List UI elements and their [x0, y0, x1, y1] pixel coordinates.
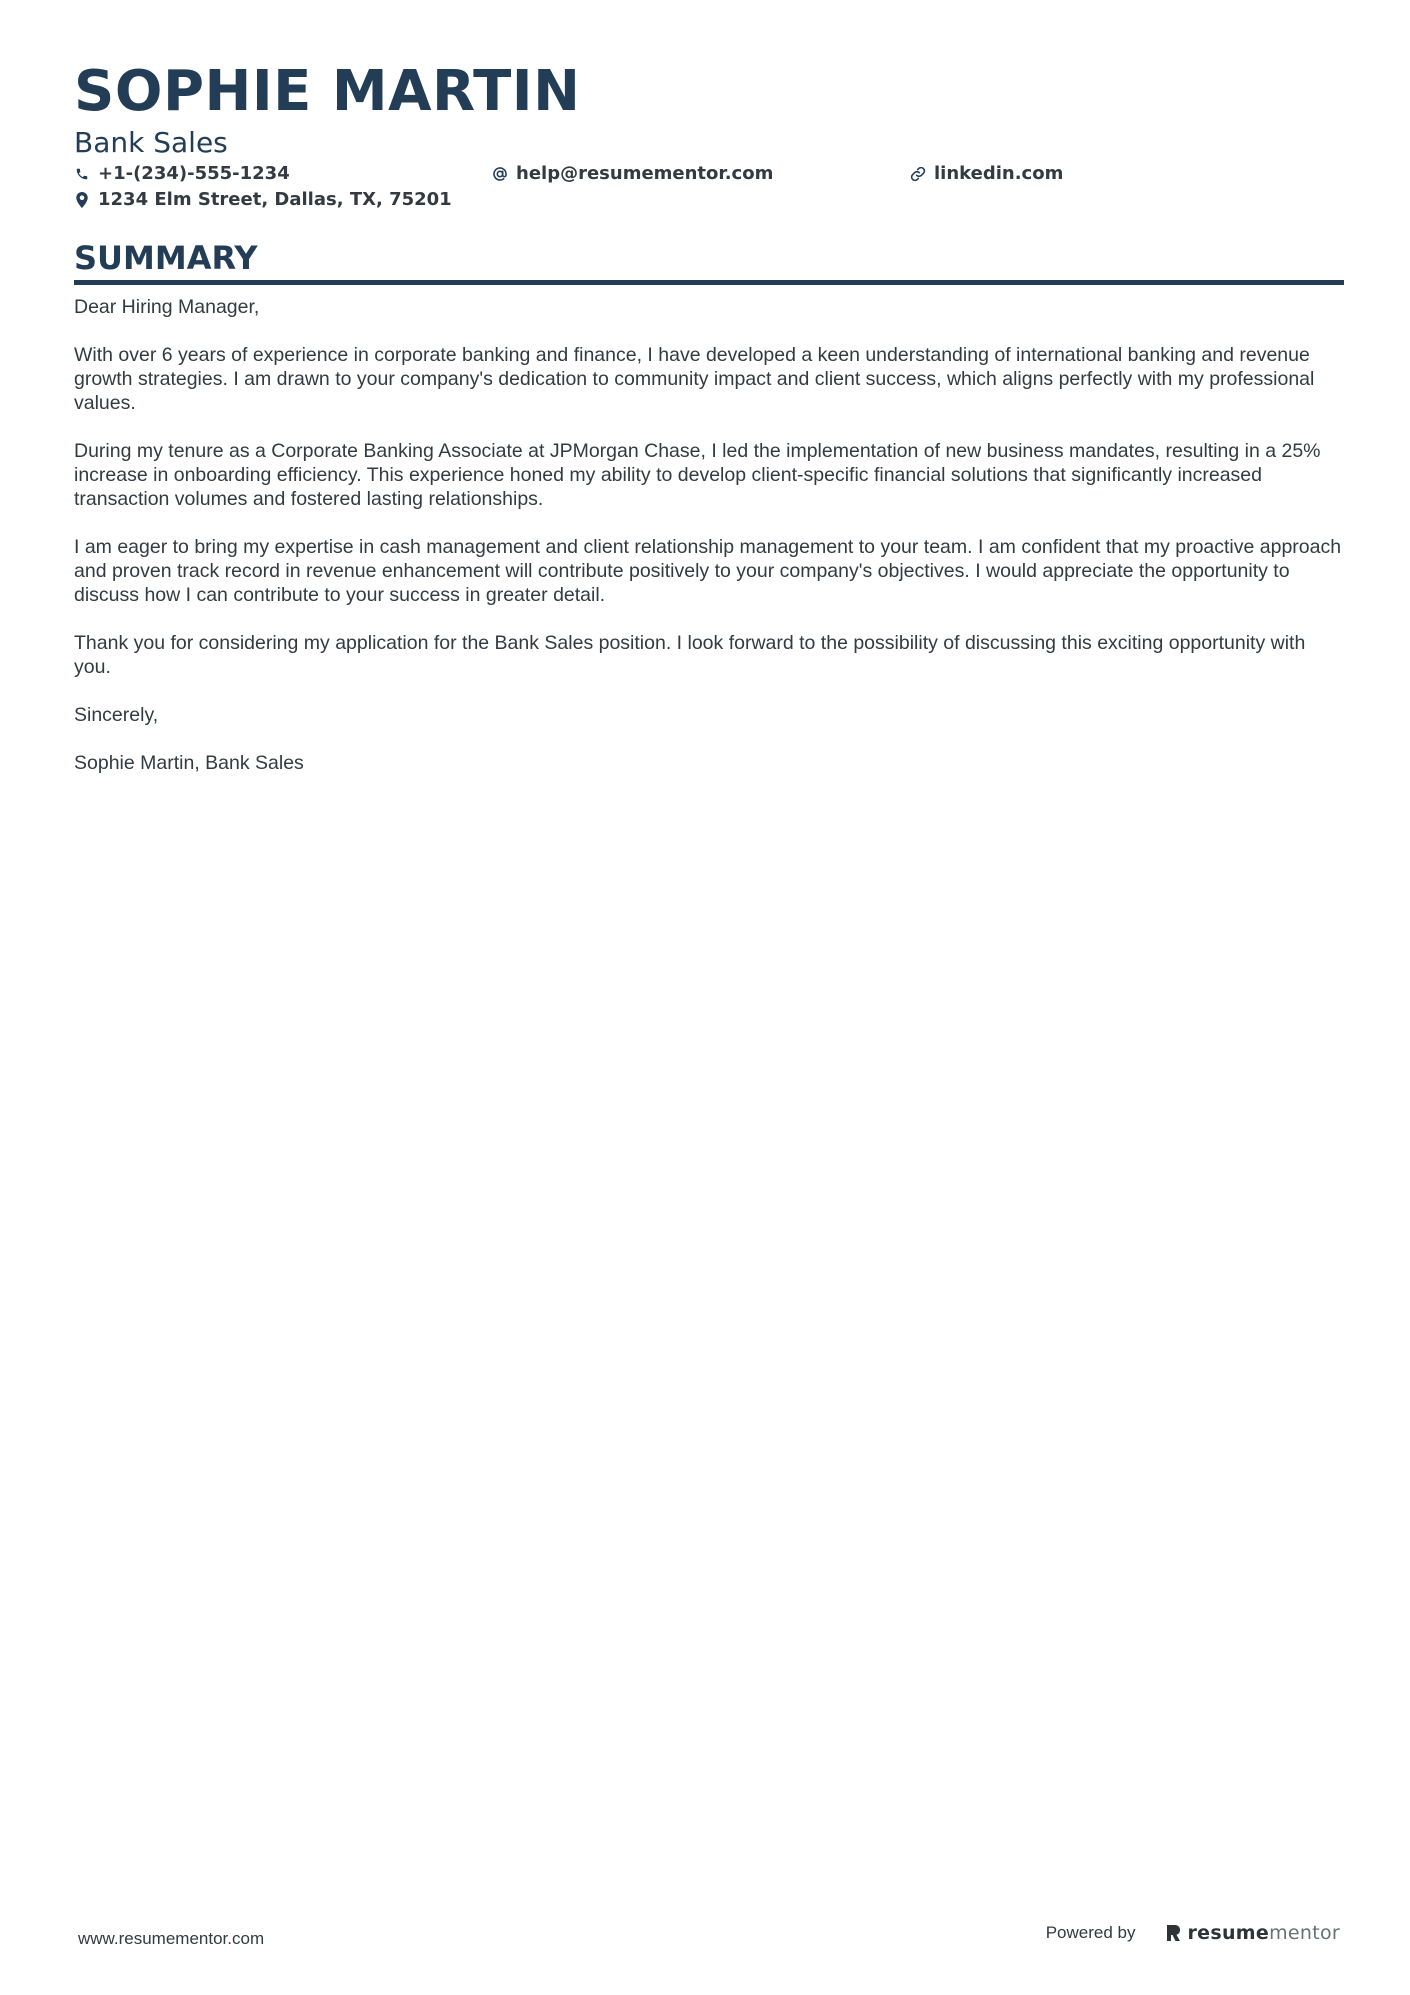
contact-email-text: help@resumementor.com: [516, 163, 774, 184]
contact-list: [74, 164, 1344, 210]
contact-phone: [74, 164, 492, 184]
applicant-name: SOPHIE MARTIN: [74, 59, 581, 124]
letter-closing: Sincerely,: [74, 704, 159, 726]
letter-body: [74, 295, 1344, 775]
letter-signature: Sophie Martin, Bank Sales: [74, 752, 304, 774]
letter-paragraph: With over 6 years of experience in corporate banking and finance, I have developed a keen understanding of international banking and revenue growth strategies. I am drawn to your company's dedication to community impact and client success, which aligns perfectly with my professional values.: [74, 344, 1315, 414]
phone-icon: [74, 166, 90, 182]
link-icon: [910, 166, 926, 182]
location-pin-icon: [74, 192, 90, 208]
section-title-summary: SUMMARY: [74, 238, 1344, 285]
powered-by-label: Powered by: [1045, 1923, 1136, 1942]
brand-name-bold: resume: [1187, 1922, 1270, 1944]
letter-paragraph: Thank you for considering my application for the Bank Sales position. I look forward to the possibility of discussing this exciting opportunity with you.: [74, 632, 1306, 678]
brand-name-light: mentor: [1269, 1922, 1340, 1944]
contact-link: [910, 164, 1328, 184]
at-icon: [492, 166, 508, 182]
footer-branding: [1046, 1922, 1340, 1944]
letter-paragraph: During my tenure as a Corporate Banking Associate at JPMorgan Chase, I led the implementation of new business mandates, resulting in a 25% increase in onboarding efficiency. This experience honed my ability to develop client-specific financial solutions that significantly increased transaction volumes and fostered lasting relationships.: [74, 440, 1321, 510]
contact-email: [492, 164, 910, 184]
cover-letter-page: [74, 58, 1344, 799]
contact-phone-text: +1-(234)-555-1234: [98, 163, 290, 184]
contact-link-text: linkedin.com: [934, 163, 1064, 184]
contact-address-text: 1234 Elm Street, Dallas, TX, 75201: [98, 189, 452, 210]
brand-mark-icon: [1165, 1923, 1181, 1943]
letter-paragraph: I am eager to bring my expertise in cash management and client relationship management to your team. I am confident that my proactive approach and proven track record in revenue enhancement will contribute positively to your company's objectives. I would appreciate the opportunity to discuss how I can contribute to your success in greater detail.: [74, 536, 1342, 606]
contact-address: [74, 190, 492, 210]
resumementor-logo[interactable]: [1165, 1922, 1340, 1944]
applicant-role: Bank Sales: [74, 126, 228, 159]
footer-website-link[interactable]: www.resumementor.com: [78, 1929, 265, 1948]
letter-greeting: Dear Hiring Manager,: [74, 296, 260, 318]
